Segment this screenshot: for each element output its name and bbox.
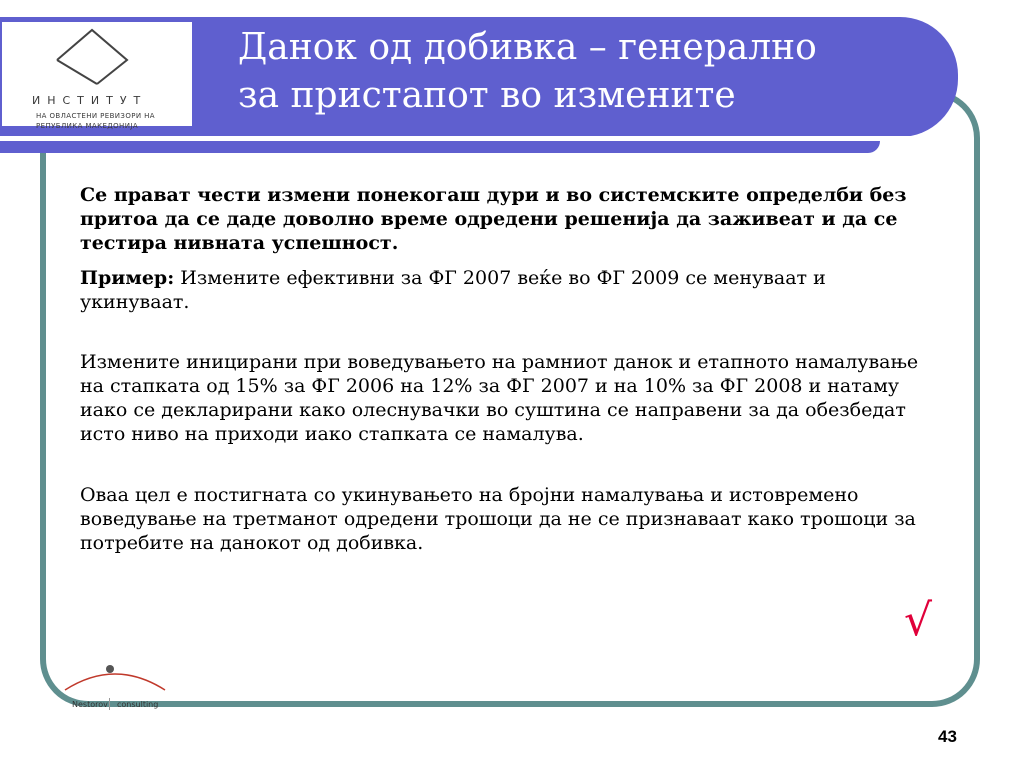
logo-mark-icon xyxy=(2,22,192,126)
footer-brand-name: Nestorov xyxy=(72,700,108,709)
paragraph-flat-tax: Измените иницирани при воведувањето на рамниот данок и етапното намалување на стапката од 15% за ФГ 2006 на 12% за ФГ 2007 и на 10% за ФГ 2008 и натаму иако се декларирани како олеснувачки во суштина се направени за да обезбедат исто ниво на приходи иако стапката се намалува. xyxy=(80,351,919,445)
logo-subtitle-2: РЕПУБЛИКА МАКЕДОНИЈА xyxy=(36,122,139,130)
footer-brand-tag: consulting xyxy=(117,700,159,709)
example-text: Измените ефективни за ФГ 2007 веќе во ФГ 2009 се менуваат и укинуваат. xyxy=(80,267,826,313)
title-line-2: за пристапот во измените xyxy=(238,75,736,116)
slide-body xyxy=(80,183,940,555)
page-title xyxy=(238,24,878,120)
logo-word: ИНСТИТУТ xyxy=(32,94,148,107)
page-number: 43 xyxy=(938,727,957,746)
paragraph-intro: Се прават чести измени понекогаш дури и во системските определби без притоа да се даде доволно време одредени решенија да заживеат и да се тестира нивната успешност. xyxy=(80,184,907,254)
logo-subtitle-1: НА ОВЛАСТЕНИ РЕВИЗОРИ НА xyxy=(36,112,155,120)
title-bottom-band xyxy=(0,141,880,153)
paragraph-example xyxy=(80,266,940,314)
example-label: Пример: xyxy=(80,267,175,289)
title-line-1: Данок од добивка – генерално xyxy=(238,27,817,68)
institute-logo xyxy=(2,22,192,130)
paragraph-goal: Оваа цел е постигната со укинувањето на бројни намалувања и истовремено воведување на третманот одредени трошоци да не се признаваат како трошоци за потребите на данокот од добивка. xyxy=(80,484,916,554)
nestorov-logo-icon xyxy=(60,660,180,720)
footer-separator xyxy=(109,698,110,710)
checkmark-icon: √ xyxy=(904,595,933,646)
